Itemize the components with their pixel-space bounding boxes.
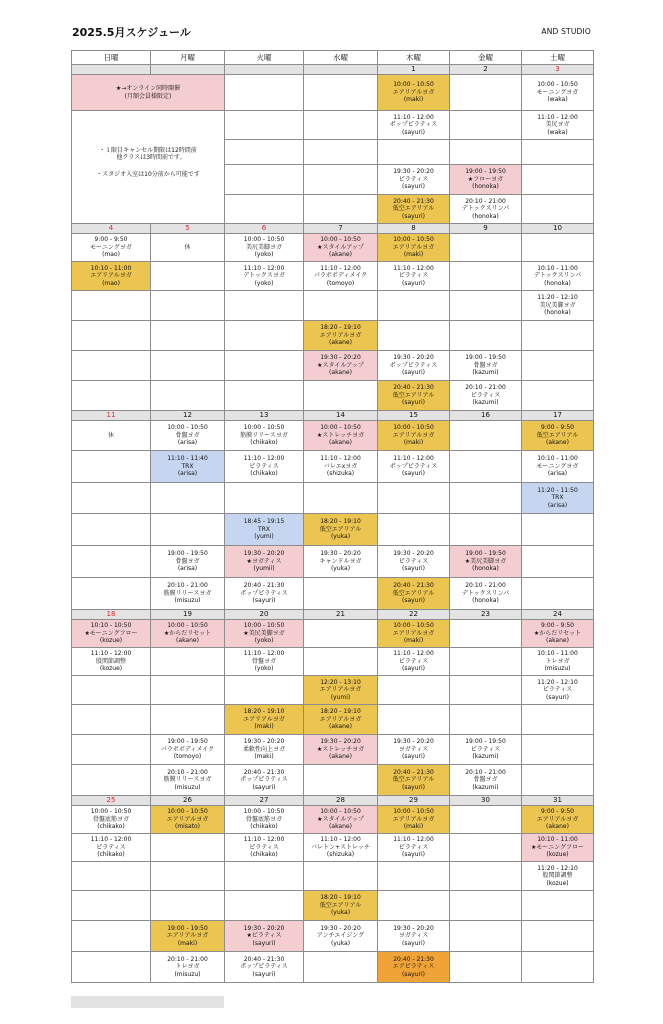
page-title: 2025.5月スケジュール — [72, 26, 191, 39]
class-slot[interactable]: 10:00 - 10:50 骨盤ヨガ (arisa) — [151, 421, 225, 451]
class-slot[interactable]: 19:30 - 20:20 ★スタイルアップ (akane) — [304, 351, 378, 381]
date-cell: 12 — [151, 411, 225, 421]
class-slot[interactable]: 10:00 - 10:50 ★美尻美脚ヨガ (yoko) — [225, 620, 304, 648]
class-slot[interactable]: 11:10 - 12:00 ピラティス (chikako) — [225, 451, 304, 483]
date-row — [72, 65, 594, 75]
class-slot[interactable]: 11:10 - 12:00 ピラティス (sayuri) — [378, 834, 450, 862]
class-slot[interactable]: 18:20 - 19:10 エアリアルヨガ (akane) — [304, 321, 378, 351]
date-cell: 15 — [378, 411, 450, 421]
class-slot[interactable]: 10:00 - 10:50 エアリアルヨガ (maki) — [378, 620, 450, 648]
class-slot[interactable]: 11:10 - 12:00 骨盤ヨガ (yoko) — [225, 648, 304, 676]
class-slot[interactable]: 19:30 - 20:20 ピラティス (sayuri) — [378, 165, 450, 195]
class-slot[interactable]: 19:00 - 19:50 エアリアルヨガ (maki) — [151, 921, 225, 952]
date-cell: 18 — [72, 610, 151, 620]
class-slot[interactable]: 20:40 - 21:30 低空エアリアル (sayuri) — [378, 765, 450, 796]
date-row — [72, 796, 594, 806]
class-slot[interactable]: 11:10 - 12:00 ピラティス (sayuri) — [378, 648, 450, 676]
date-cell: 19 — [151, 610, 225, 620]
date-cell: 31 — [522, 796, 594, 806]
weekday-thu: 木曜 — [378, 51, 450, 65]
weekday-sat: 土曜 — [522, 51, 594, 65]
weekday-mon: 月曜 — [151, 51, 225, 65]
class-slot[interactable]: 19:30 - 20:20 ピラティス (sayuri) — [378, 546, 450, 578]
date-cell: 7 — [304, 224, 378, 234]
date-cell: 2 — [450, 65, 522, 75]
class-slot[interactable]: 10:00 - 10:50 エアリアルヨガ (maki) — [378, 234, 450, 262]
class-slot[interactable]: 20:40 - 21:30 低空エアリアル (sayuri) — [378, 578, 450, 610]
class-slot[interactable]: 20:10 - 21:00 骨盤ヨガ (kazumi) — [450, 765, 522, 796]
class-slot[interactable]: 11:10 - 12:00 ピラティス (chikako) — [72, 834, 151, 862]
date-cell: 30 — [450, 796, 522, 806]
class-slot[interactable]: 19:30 - 20:20 柔軟性向上ヨガ (maki) — [225, 735, 304, 765]
class-slot[interactable]: 9:00 - 9:50 ★からだリセット (akane) — [522, 620, 594, 648]
studio-name: AND STUDIO — [541, 27, 591, 36]
class-slot[interactable]: 10:00 - 10:50 美尻美脚ヨガ (yoko) — [225, 234, 304, 262]
class-slot[interactable]: 10:00 - 10:50 ★ストレッチヨガ (akane) — [304, 421, 378, 451]
class-slot[interactable]: 10:10 - 11:00 トレヨガ (misuzu) — [522, 648, 594, 676]
class-slot[interactable]: 9:00 - 9:50 エアリアルヨガ (akane) — [522, 806, 594, 834]
class-slot[interactable]: 9:00 - 9:50 低空エアリアル (akane) — [522, 421, 594, 451]
class-slot[interactable]: 19:00 - 19:50 パラボボディメイク (tomoyo) — [151, 735, 225, 765]
class-slot[interactable]: 19:30 - 20:20 ★ピラティス (sayuri) — [225, 921, 304, 952]
date-cell: 28 — [304, 796, 378, 806]
date-cell: 22 — [378, 610, 450, 620]
weekday-wed: 水曜 — [304, 51, 378, 65]
date-cell: 20 — [225, 610, 304, 620]
class-slot[interactable]: 19:30 - 20:20 アンチエイジング (yuka) — [304, 921, 378, 952]
class-slot[interactable]: 19:30 - 20:20 ポップピラティス (sayuri) — [378, 351, 450, 381]
class-slot[interactable]: 19:00 - 19:50 骨盤ヨガ (kazumi) — [450, 351, 522, 381]
class-slot[interactable]: 11:10 - 11:40 TRX (arisa) — [151, 451, 225, 483]
class-slot[interactable]: 10:10 - 11:00 ★モーニングフロー (kozue) — [522, 834, 594, 862]
date-cell: 26 — [151, 796, 225, 806]
date-cell: 9 — [450, 224, 522, 234]
date-row — [72, 411, 594, 421]
class-slot[interactable]: 20:40 - 21:30 ポップピラティス (sayuri) — [225, 952, 304, 983]
date-cell: 6 — [225, 224, 304, 234]
class-slot[interactable]: 12:20 - 13:10 エアリアルヨガ (yumi) — [304, 676, 378, 705]
class-slot[interactable]: 19:30 - 20:20 ★ストレッチヨガ (akane) — [304, 735, 378, 765]
class-slot[interactable]: 11:20 - 12:10 ピラティス (sayuri) — [522, 676, 594, 705]
class-slot[interactable]: 11:10 - 12:00 バレエxヨガ (shizuka) — [304, 451, 378, 483]
date-cell: 13 — [225, 411, 304, 421]
class-slot[interactable]: 10:10 - 11:00 モーニングヨガ (arisa) — [522, 451, 594, 483]
class-slot[interactable]: 19:00 - 19:50 ★美尻美脚ヨガ (honoka) — [450, 546, 522, 578]
class-slot[interactable]: 20:40 - 21:30 低空エアリアル (sayuri) — [378, 381, 450, 411]
class-slot[interactable]: 9:00 - 9:50 モーニングヨガ (mao) — [72, 234, 151, 262]
class-slot[interactable]: 20:10 - 21:00 ピラティス (kazumi) — [450, 381, 522, 411]
date-row — [72, 224, 594, 234]
class-slot[interactable]: 19:30 - 20:20 ヨガティス (sayuri) — [378, 921, 450, 952]
date-cell: 25 — [72, 796, 151, 806]
date-cell: 29 — [378, 796, 450, 806]
weekday-fri: 金曜 — [450, 51, 522, 65]
date-cell: 1 — [378, 65, 450, 75]
date-cell: 10 — [522, 224, 594, 234]
class-slot[interactable]: 10:00 - 10:50 筋膜リリースヨガ (chikako) — [225, 421, 304, 451]
class-slot[interactable]: 20:40 - 21:30 エアピラティス (sayuri) — [378, 952, 450, 983]
class-slot[interactable]: 19:30 - 20:20 ★ヨガティス (yumii) — [225, 546, 304, 578]
class-slot[interactable]: 11:10 - 12:00 ポップピラティス (sayuri) — [378, 451, 450, 483]
date-cell: 8 — [378, 224, 450, 234]
class-slot[interactable]: 11:10 - 12:00 美尻ヨガ (waka) — [522, 111, 594, 140]
class-slot[interactable]: 11:10 - 12:00 バレトン+ストレッチ (shizuka) — [304, 834, 378, 862]
date-cell: 21 — [304, 610, 378, 620]
online-notice: ★→オンライン同時開催 (月額会員様限定) — [72, 75, 225, 111]
class-slot[interactable]: 10:10 - 11:00 デトックスリンパ (honoka) — [522, 262, 594, 291]
class-slot[interactable]: 10:00 - 10:50 エアリアルヨガ (misato) — [151, 806, 225, 834]
class-slot[interactable]: 18:20 - 19:10 低空エアリアル (yuka) — [304, 514, 378, 546]
class-slot[interactable]: 19:00 - 19:50 ピラティス (kazumi) — [450, 735, 522, 765]
footer-bar — [71, 996, 224, 1008]
class-slot[interactable]: 11:10 - 12:00 ピラティス (sayuri) — [378, 262, 450, 291]
class-slot[interactable]: 10:00 - 10:50 エアリアルヨガ (maki) — [378, 75, 450, 111]
class-slot[interactable]: 10:10 - 11:00 エアリアルヨガ (mao) — [72, 262, 151, 291]
date-cell: 3 — [522, 65, 594, 75]
class-slot[interactable]: 20:10 - 21:00 トレヨガ (misuzu) — [151, 952, 225, 983]
date-cell: 4 — [72, 224, 151, 234]
class-slot[interactable]: 11:10 - 12:00 股関節調整 (kozue) — [72, 648, 151, 676]
class-slot[interactable]: 10:00 - 10:50 エアリアルヨガ (maki) — [378, 421, 450, 451]
date-cell: 11 — [72, 411, 151, 421]
date-cell: 14 — [304, 411, 378, 421]
class-slot[interactable]: 10:10 - 10:50 ★モーニングフロー (kozue) — [72, 620, 151, 648]
class-slot[interactable]: 18:20 - 19:10 エアリアルヨガ (maki) — [225, 705, 304, 735]
studio-notes: ・１限目キャンセル期限は12時間前 他クラスは3時間前です。 ・スタジオ入室は10分前から可能です — [72, 111, 225, 224]
rest-day: 休 — [72, 421, 151, 451]
class-slot[interactable]: 10:00 - 10:50 骨盤底筋ヨガ (chikako) — [225, 806, 304, 834]
class-slot[interactable]: 18:20 - 19:10 低空エアリアル (yuka) — [304, 891, 378, 921]
weekday-tue: 火曜 — [225, 51, 304, 65]
class-slot[interactable]: 10:00 - 10:50 骨盤底筋ヨガ (chikako) — [72, 806, 151, 834]
class-slot[interactable]: 11:10 - 12:00 パラボボディメイク (tomoyo) — [304, 262, 378, 291]
weekday-sun: 日曜 — [72, 51, 151, 65]
class-slot[interactable]: 19:30 - 20:20 キャンドルヨガ (yuka) — [304, 546, 378, 578]
date-cell: 16 — [450, 411, 522, 421]
class-slot[interactable]: 20:10 - 21:00 筋膜リリースヨガ (misuzu) — [151, 765, 225, 796]
class-slot[interactable]: 11:10 - 12:00 ピラティス (chikako) — [225, 834, 304, 862]
class-slot[interactable]: 20:40 - 21:30 ポップピラティス (sayuri) — [225, 765, 304, 796]
class-slot[interactable]: 20:10 - 21:00 デトックスリンパ (honoka) — [450, 195, 522, 224]
schedule-table — [71, 50, 594, 983]
class-slot[interactable]: 20:40 - 21:30 ポップピラティス (sayuri) — [225, 578, 304, 610]
class-slot[interactable]: 11:10 - 12:00 ポップピラティス (sayuri) — [378, 111, 450, 140]
class-slot[interactable]: 11:20 - 12:10 股関節調整 (kozue) — [522, 862, 594, 891]
class-slot[interactable]: 18:45 - 19:15 TRX (yumi) — [225, 514, 304, 546]
class-slot[interactable]: 20:40 - 21:30 低空エアリアル (sayuri) — [378, 195, 450, 224]
class-slot[interactable]: 18:20 - 19:10 エアリアルヨガ (akane) — [304, 705, 378, 735]
class-slot[interactable]: 11:20 - 12:10 美尻美脚ヨガ (honoka) — [522, 291, 594, 321]
class-slot[interactable]: 10:00 - 10:50 エアリアルヨガ (maki) — [378, 806, 450, 834]
date-cell: 24 — [522, 610, 594, 620]
date-cell: 23 — [450, 610, 522, 620]
class-slot[interactable]: 19:30 - 20:20 ヨガティス (sayuri) — [378, 735, 450, 765]
class-slot[interactable]: 11:10 - 12:00 デトックスヨガ (yoko) — [225, 262, 304, 291]
date-cell: 5 — [151, 224, 225, 234]
date-row — [72, 610, 594, 620]
class-slot[interactable]: 10:00 - 10:50 ★スタイルアップ (akane) — [304, 234, 378, 262]
class-slot[interactable]: 20:10 - 21:00 筋膜リリースヨガ (misuzu) — [151, 578, 225, 610]
date-cell: 27 — [225, 796, 304, 806]
rest-day: 休 — [151, 234, 225, 262]
date-cell: 17 — [522, 411, 594, 421]
class-slot[interactable]: 19:00 - 19:50 骨盤ヨガ (arisa) — [151, 546, 225, 578]
weekday-header-row — [72, 51, 594, 65]
class-slot[interactable]: 19:00 - 19:50 ★フローヨガ (honoka) — [450, 165, 522, 195]
class-slot[interactable]: 10:00 - 10:50 ★からだリセット (akane) — [151, 620, 225, 648]
class-slot[interactable]: 20:10 - 21:00 デトックスリンパ (honoka) — [450, 578, 522, 610]
class-slot[interactable]: 11:20 - 11:50 TRX (arisa) — [522, 483, 594, 514]
class-slot[interactable]: 10:00 - 10:50 モーニングヨガ (waka) — [522, 75, 594, 111]
class-slot[interactable]: 10:00 - 10:50 ★スタイルアップ (akane) — [304, 806, 378, 834]
